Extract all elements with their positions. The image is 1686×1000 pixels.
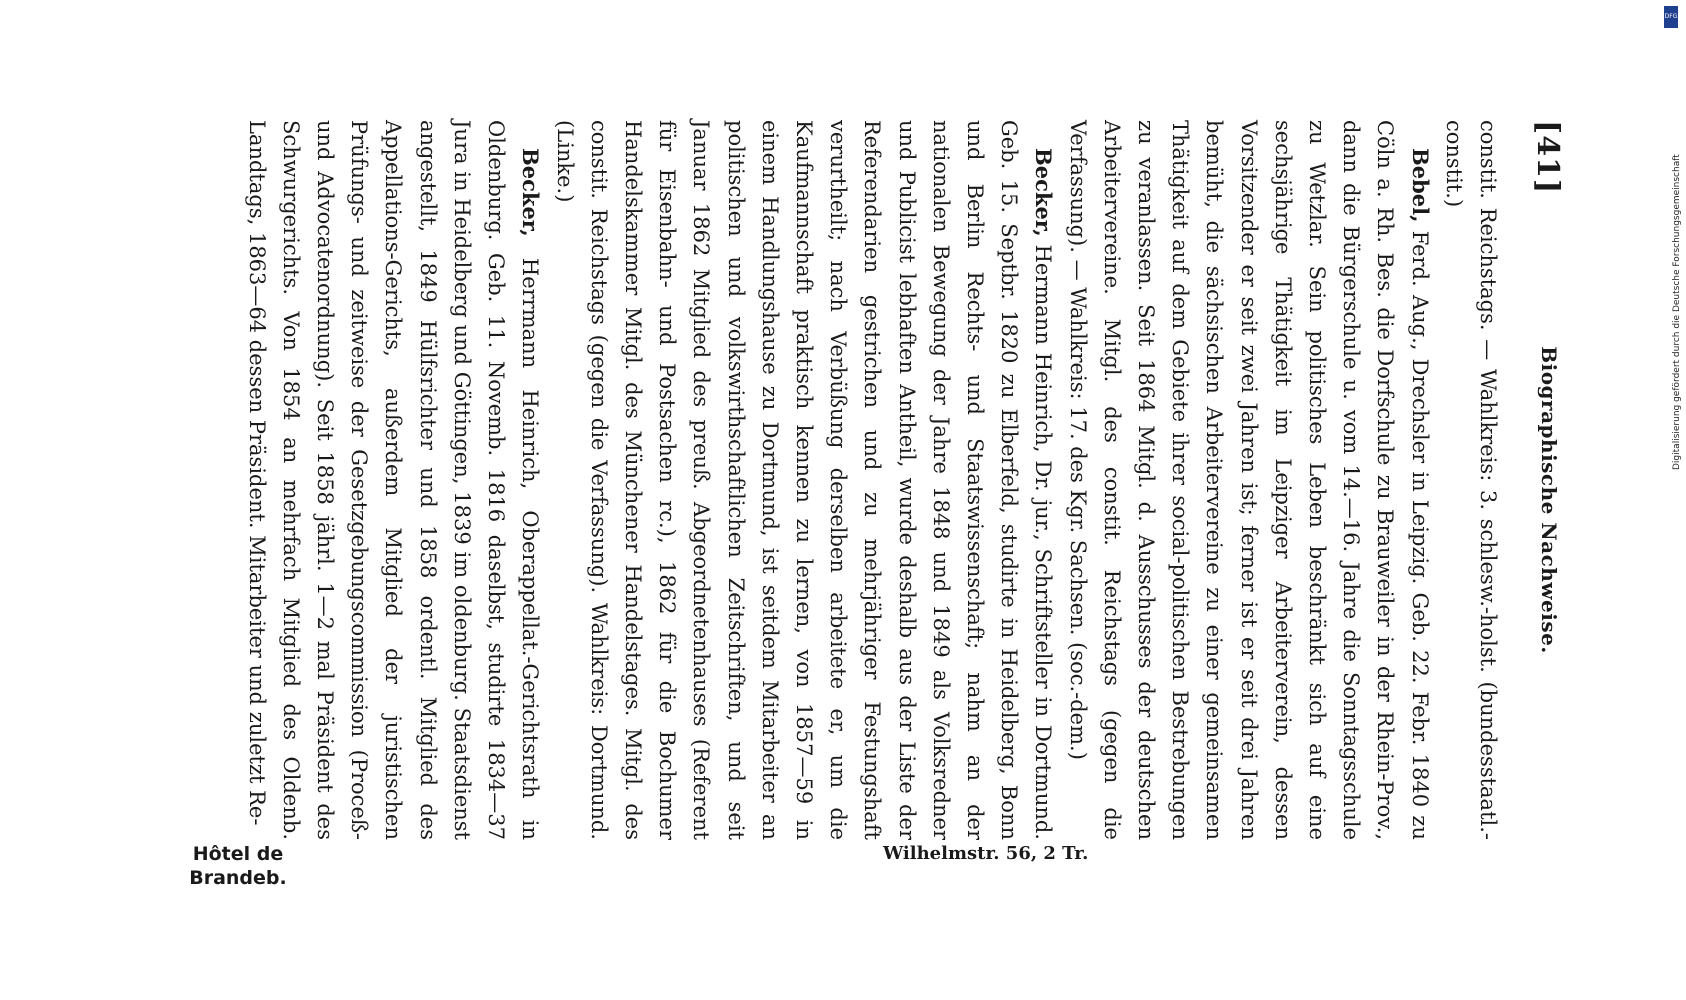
entry-becker-dortmund: [547, 120, 1060, 840]
page-number: [41]: [1530, 120, 1565, 195]
digitization-credit: Digitalisierung gefördert durch die Deutsche Forschungsgemeinschaft: [1672, 154, 1682, 470]
entry-bebel: [1060, 120, 1436, 840]
body-text: [239, 120, 1505, 840]
paragraph-text: Herrmann Heinrich, Oberappellat.-Gerichtsrath in Oldenburg. Geb. 11. Novemb. 1816 daselbst, studirte 1834—37 Jura in Heidelberg und Göttingen, 1839 im oldenburg. Staatsdienst angestellt, 1849 Hülfsrichter und 1858 ordentl. Mitglied des Appellations-Gerichts, außerdem Mitglied der juristischen Prüfungs- und zeitweise der Gesetzgebungscommission (Proceß- und Advocatenordnung). Seit 1858 jährl. 1—2 mal Präsident des Schwurgerichts. Von 1854 an mehrfach Mitglied des Oldenb. Landtags, 1863—64 dessen Präsident. Mitarbeiter und zuletzt Re-: [244, 120, 543, 840]
address-note: Wilhelmstr. 56, 2 Tr.: [883, 843, 1089, 864]
hotel-note: [163, 842, 313, 890]
paragraph-text: constit. Reichstags. — Wahlkreis: 3. schlesw.-holst. (bundesstaatl.-constit.): [1441, 120, 1500, 840]
hotel-note-line: Hôtel de: [192, 843, 284, 865]
entry-name: Becker,: [1031, 148, 1057, 237]
entry-name: Bebel,: [1407, 148, 1433, 223]
running-head: [1525, 90, 1565, 910]
hotel-note-line: Brandeb.: [189, 867, 287, 889]
book-page: [103, 90, 1583, 910]
entry-becker-oldenburg: [239, 120, 547, 840]
paragraph-continuation: [1437, 120, 1505, 840]
entry-name: Becker,: [518, 148, 544, 237]
paragraph-text: Hermann Heinrich, Dr. jur., Schriftsteller in Dortmund. Geb. 15. Septbr. 1820 zu Elberfeld, studirte in Heidelberg, Bonn und Berlin Rechts- und Staatswissenschaft; nahm an der nationalen Bewegung der Jahre 1848 und 1849 als Volksredner und Publicist lebhaften Antheil, wurde deshalb aus der Liste der Referendarien gestrichen und zu mehrjähriger Festungshaft verurtheilt; nach Verbüßung derselben arbeitete er, um die Kaufmannschaft praktisch kennen zu lernen, von 1857—59 in einem Handlungshause zu Dortmund, ist seitdem Mitarbeiter an politischen und volkswirthschaftlichen Zeitschriften, und seit Januar 1862 Mitglied des preuß. Abgeordnetenhauses (Referent für Eisenbahn- und Postsachen rc.), 1862 für die Bochumer Handelskammer Mitgl. des Münchener Handelstages. Mitgl. des constit. Reichstags (gegen die Verfassung). Wahlkreis: Dortmund. (Linke.): [552, 120, 1056, 840]
dfg-logo-icon: DFG: [1664, 6, 1678, 28]
paragraph-text: Ferd. Aug., Drechsler in Leipzig. Geb. 22. Febr. 1840 zu Cöln a. Rh. Bes. die Dorfschule zu Brauweiler in der Rhein-Prov., dann die Bürgerschule u. vom 14.—16. Jahre die Sonntagsschule zu Wetzlar. Sein politisches Leben beschränkt sich auf eine sechsjährige Thätigkeit im Leipziger Arbeiterverein, dessen Vorsitzender er seit zwei Jahren ist; ferner ist er seit drei Jahren bemüht, die sächsischen Arbeitervereine zu einer gemeinsamen Thätigkeit auf dem Gebiete ihrer social-politischen Bestrebungen zu veranlassen. Seit 1864 Mitgl. d. Ausschusses der deutschen Arbeitervereine. Mitgl. des constit. Reichstags (gegen die Verfassung). — Wahlkreis: 17. des Kgr. Sachsen. (soc.-dem.): [1065, 120, 1432, 840]
running-title: Biographische Nachweise.: [1537, 346, 1561, 654]
